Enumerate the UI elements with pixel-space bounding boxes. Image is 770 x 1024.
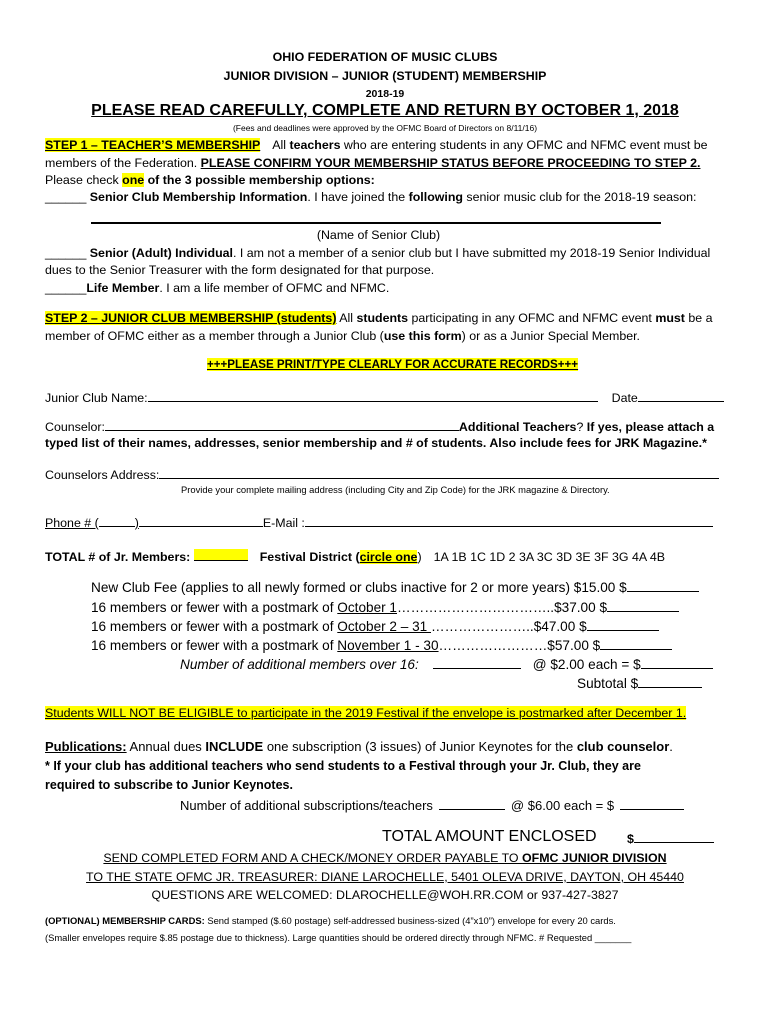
total-amount-field[interactable] [634,831,714,843]
fee-nov-field[interactable] [600,638,672,650]
senior-club-name-field[interactable] [91,210,661,224]
festival-eligibility-warning: Students WILL NOT BE ELIGIBLE to participate in the 2019 Festival if the envelope is postmarked after December 1. [45,706,687,720]
address-row: Counselors Address: [45,467,719,482]
phone-number-field[interactable] [139,515,263,527]
counselor-field[interactable] [105,419,459,431]
additional-members-field[interactable] [433,657,521,669]
subtotal-field[interactable] [638,676,702,688]
publications-label: Publications: [45,739,127,754]
club-name-field[interactable] [148,390,598,402]
members-district-row: TOTAL # of Jr. Members: Festival District (circle one) 1A 1B 1C 1D 2 3A 3C 3D 3E 3F 3G 4A 4B [45,550,666,564]
questions-contact: QUESTIONS ARE WELCOMED: DLAROCHELLE@WOH.RR.COM or 937-427-3827 [151,888,619,902]
subscriptions-count-field[interactable] [439,798,505,810]
fee-row-oct2-31: 16 members or fewer with a postmark of October 2 – 31 …………………..$47.00 $ [91,619,659,635]
additional-members-amount-field[interactable] [641,657,713,669]
publications-line1: Publications: Annual dues INCLUDE one subscription (3 issues) of Junior Keynotes for the club counselor. [45,739,673,754]
print-notice: +++PLEASE PRINT/TYPE CLEARLY FOR ACCURATE RECORDS+++ [207,358,579,371]
phone-email-row: Phone # ( ) E-Mail : [45,515,713,530]
address-hint: Provide your complete mailing address (including City and Zip Code) for the JRK magazine & Directory. [181,484,610,495]
step1-line2: members of the Federation. PLEASE CONFIRM YOUR MEMBERSHIP STATUS BEFORE PROCEEDING TO STEP 2. [45,156,701,170]
new-club-fee-row: New Club Fee (applies to all newly formed or clubs inactive for 2 or more years) $15.00 $ [91,580,699,596]
membership-cards-line1: (OPTIONAL) MEMBERSHIP CARDS: Send stamped ($.60 postage) self-addressed business-sized (4”x10”) envelope for every 20 cards. [45,915,616,926]
membership-cards-line2: (Smaller envelopes require $.85 postage due to thickness). Large quantities should be ordered directly through NFMC. # Requested _______ [45,932,632,943]
confirm-notice: PLEASE CONFIRM YOUR MEMBERSHIP STATUS BEFORE PROCEEDING TO STEP 2. [200,156,701,170]
fee-row-nov: 16 members or fewer with a postmark of November 1 - 30……………………$57.00 $ [91,638,672,654]
page-title: PLEASE READ CAREFULLY, COMPLETE AND RETURN BY OCTOBER 1, 2018 [91,102,679,119]
fee-oct2-31-field[interactable] [587,619,659,631]
new-club-fee-field[interactable] [627,580,699,592]
option-senior-individual[interactable]: ______ Senior (Adult) Individual. I am not a member of a senior club but I have submitted my 2018-19 Senior Individual [45,246,711,260]
total-amount-row: $ [627,831,714,846]
step2-line1: STEP 2 – JUNIOR CLUB MEMBERSHIP (students) All students participating in any OFMC and NFMC event must be a [45,311,713,325]
subscriptions-amount-field[interactable] [620,798,684,810]
org-name: OHIO FEDERATION OF MUSIC CLUBS [272,50,498,64]
total-members-field[interactable] [194,549,248,561]
option-life-member[interactable]: ______Life Member. I am a life member of OFMC and NFMC. [45,281,390,295]
address-field[interactable] [159,467,719,479]
festival-district-options[interactable]: 1A 1B 1C 1D 2 3A 3C 3D 3E 3F 3G 4A 4B [433,550,666,564]
counselor-row: Counselor: Additional Teachers? If yes, please attach a [45,420,715,434]
email-field[interactable] [305,515,713,527]
club-name-row: Junior Club Name: Date [45,390,724,405]
phone-area-code-field[interactable] [99,515,135,527]
step1-heading: STEP 1 – TEACHER’S MEMBERSHIP [45,138,261,152]
option-senior-individual-line2: dues to the Senior Treasurer with the form designated for that purpose. [45,263,435,277]
fees-note: (Fees and deadlines were approved by the OFMC Board of Directors on 8/11/16) [232,123,538,133]
subtotal-row: Subtotal $ [577,676,702,692]
date-field[interactable] [638,390,724,402]
senior-club-caption: (Name of Senior Club) [316,228,441,242]
publications-note-line2: required to subscribe to Junior Keynotes. [45,778,293,792]
division-title: JUNIOR DIVISION – JUNIOR (STUDENT) MEMBERSHIP [223,69,547,83]
fee-oct1-field[interactable] [607,600,679,612]
publications-note: * If your club has additional teachers who send students to a Festival through your Jr. Club, they are [45,759,641,773]
typed-list-instruction: typed list of their names, addresses, senior membership and # of students. Also include fees for JRK Magazine.* [45,436,707,450]
payable-instruction: SEND COMPLETED FORM AND A CHECK/MONEY ORDER PAYABLE TO OFMC JUNIOR DIVISION [103,851,667,865]
additional-members-row: Number of additional members over 16: @ $2.00 each = $ [180,657,713,673]
fee-row-oct1: 16 members or fewer with a postmark of October 1……………………………..$37.00 $ [91,600,679,616]
season: 2018-19 [365,88,405,100]
subscriptions-row: Number of additional subscriptions/teachers @ $6.00 each = $ [180,798,684,814]
total-amount-label: TOTAL AMOUNT ENCLOSED [382,828,597,845]
step2-line2: member of OFMC either as a member through a Junior Club (use this form) or as a Junior Special Member. [45,329,640,343]
step1-line3: Please check one of the 3 possible membership options: [45,173,375,187]
option-senior-club[interactable]: ______ Senior Club Membership Information. I have joined the following senior music club for the 2018-19 season: [45,190,697,204]
treasurer-address: TO THE STATE OFMC JR. TREASURER: DIANE LAROCHELLE, 5401 OLEVA DRIVE, DAYTON, OH 45440 [86,870,684,884]
step2-heading: STEP 2 – JUNIOR CLUB MEMBERSHIP (students) [45,311,337,325]
step1-line1: STEP 1 – TEACHER’S MEMBERSHIP All teachers who are entering students in any OFMC and NFMC event must be [45,138,708,152]
